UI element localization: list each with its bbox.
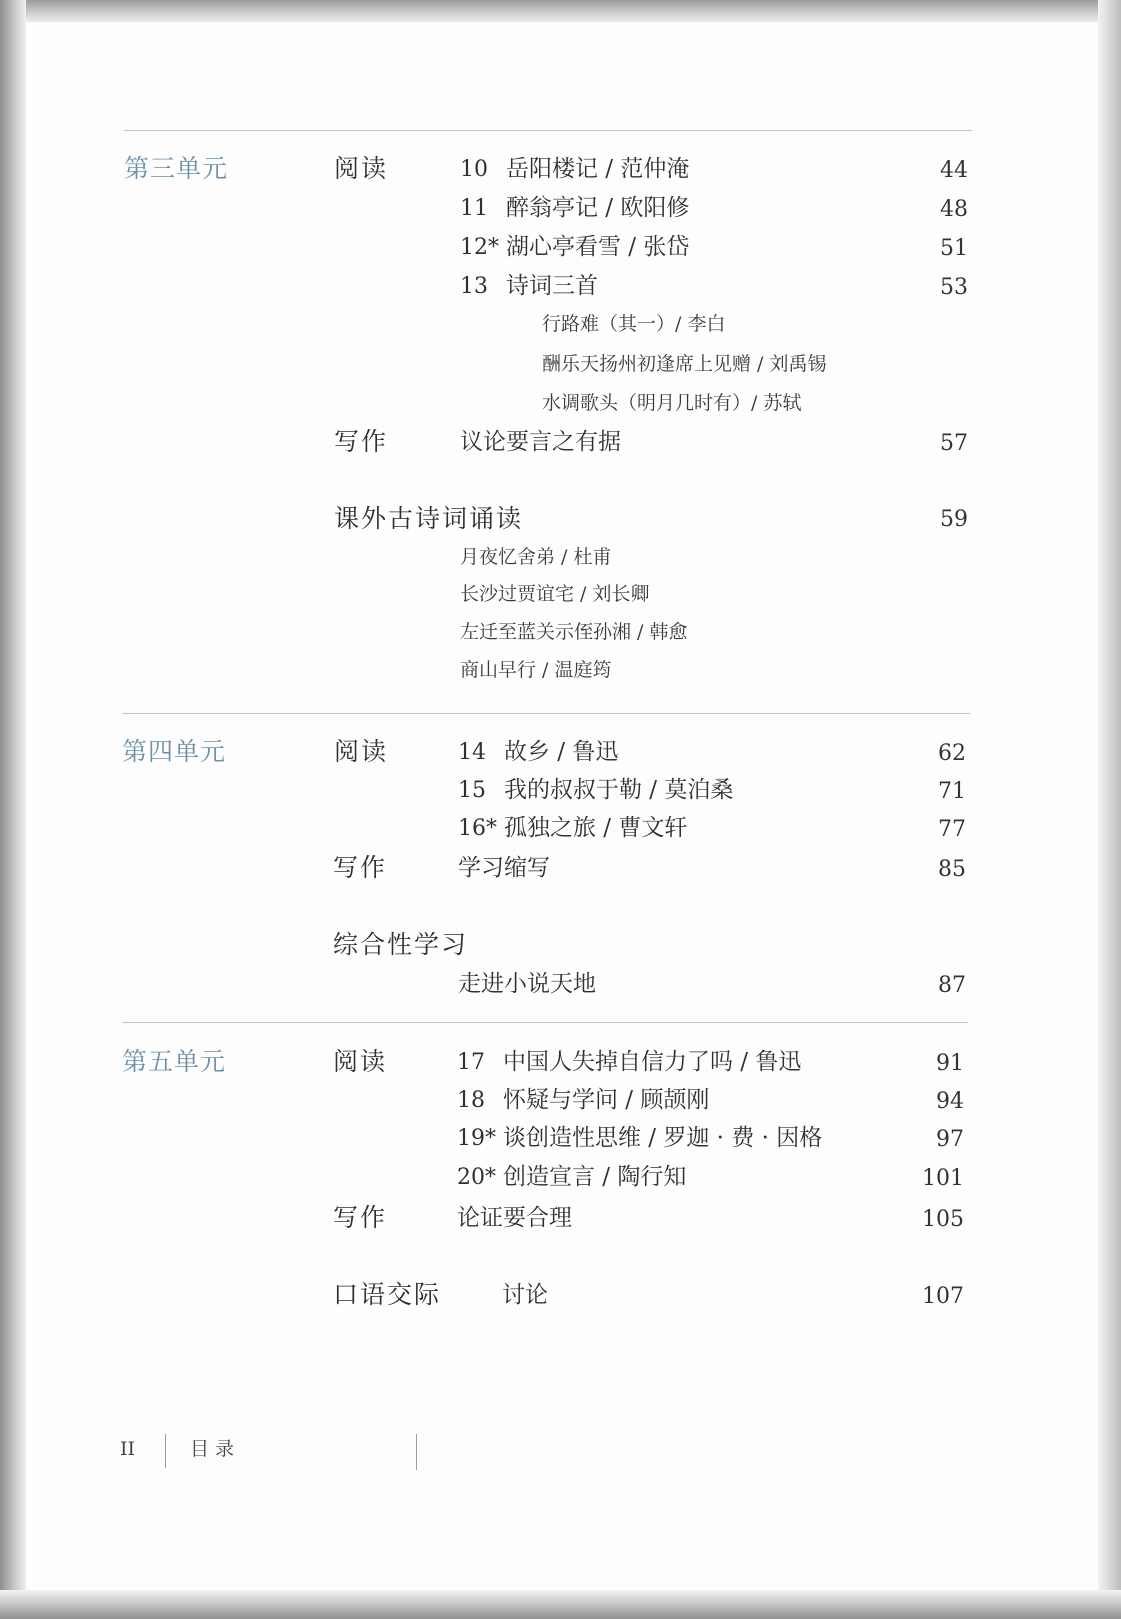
lesson-number: 18: [457, 1088, 485, 1113]
category-oral-communication: 口语交际: [333, 1280, 442, 1309]
lesson-entry[interactable]: [457, 1166, 686, 1189]
lesson-entry[interactable]: [457, 1051, 801, 1074]
category-reading: 阅读: [334, 737, 389, 766]
lesson-title: 谈创造性思维 / 罗迦 · 费 · 因格: [503, 1125, 823, 1151]
lesson-entry[interactable]: [458, 817, 687, 840]
section-divider: [122, 1022, 968, 1023]
lesson-title: 创造宣言 / 陶行知: [503, 1164, 687, 1190]
page-number: 97: [936, 1127, 964, 1152]
footer-label: 目录: [190, 1438, 241, 1460]
footer-divider: [416, 1434, 417, 1470]
category-writing: 写作: [333, 1203, 388, 1232]
poem-entry[interactable]: 酬乐天扬州初逢席上见赠 / 刘禹锡: [542, 353, 827, 375]
lesson-entry[interactable]: [460, 236, 689, 259]
category-reading: 阅读: [334, 154, 389, 183]
page-number: 85: [938, 857, 966, 882]
lesson-title: 诗词三首: [506, 273, 598, 299]
lesson-entry[interactable]: [460, 158, 689, 181]
scan-edge-top: [0, 0, 1121, 22]
category-integrated-learning: 综合性学习: [333, 930, 469, 959]
page-number: 51: [940, 236, 968, 261]
lesson-number: 14: [458, 740, 486, 765]
lesson-title: 中国人失掉自信力了吗 / 鲁迅: [503, 1049, 802, 1075]
footer-page-number: II: [120, 1438, 136, 1460]
lesson-number: 20*: [457, 1165, 496, 1190]
category-writing: 写作: [333, 853, 388, 882]
page-number: 105: [922, 1207, 964, 1232]
writing-entry[interactable]: 论证要合理: [457, 1205, 572, 1231]
lesson-number: 16*: [458, 816, 497, 841]
scan-edge-bottom: [0, 1590, 1121, 1619]
lesson-number: 12*: [460, 235, 499, 260]
page-number: 62: [938, 741, 966, 766]
lesson-number: 15: [458, 778, 486, 803]
page-number: 107: [922, 1284, 964, 1309]
lesson-title: 醉翁亭记 / 欧阳修: [506, 195, 690, 221]
page-number: 57: [940, 431, 968, 456]
poem-entry[interactable]: 月夜忆舍弟 / 杜甫: [460, 546, 612, 568]
lesson-number: 17: [457, 1050, 485, 1075]
page-number: 53: [940, 275, 968, 300]
oral-communication-entry[interactable]: 讨论: [502, 1282, 548, 1308]
poem-entry[interactable]: 行路难（其一）/ 李白: [542, 313, 726, 335]
page-number: 48: [940, 197, 968, 222]
lesson-entry[interactable]: [457, 1089, 709, 1112]
page-number: 44: [940, 158, 968, 183]
writing-entry[interactable]: 学习缩写: [458, 855, 550, 881]
unit-title: 第五单元: [122, 1047, 227, 1076]
poem-entry[interactable]: 商山早行 / 温庭筠: [460, 659, 612, 681]
section-divider: [124, 130, 972, 131]
poem-entry[interactable]: 左迁至蓝关示侄孙湘 / 韩愈: [460, 621, 688, 643]
writing-entry[interactable]: 议论要言之有据: [460, 429, 621, 455]
category-reading: 阅读: [333, 1047, 388, 1076]
lesson-number: 11: [460, 196, 488, 221]
poem-entry[interactable]: 长沙过贾谊宅 / 刘长卿: [460, 583, 650, 605]
lesson-title: 湖心亭看雪 / 张岱: [506, 234, 690, 260]
unit-title: 第四单元: [122, 737, 227, 766]
category-extra-reading: 课外古诗词诵读: [334, 504, 524, 533]
category-writing: 写作: [334, 427, 389, 456]
lesson-title: 我的叔叔于勒 / 莫泊桑: [504, 777, 734, 803]
lesson-entry[interactable]: [458, 779, 733, 802]
lesson-entry[interactable]: [460, 197, 689, 220]
page-number: 94: [936, 1089, 964, 1114]
lesson-entry[interactable]: [460, 275, 598, 298]
page-number: 91: [936, 1051, 964, 1076]
section-divider: [122, 713, 970, 714]
page-number: 59: [940, 507, 968, 532]
page-number: 71: [938, 779, 966, 804]
page-number: 87: [938, 973, 966, 998]
unit-title: 第三单元: [124, 154, 229, 183]
lesson-number: 13: [460, 274, 488, 299]
lesson-title: 故乡 / 鲁迅: [504, 739, 619, 765]
page-number: 77: [938, 817, 966, 842]
page-number: 101: [922, 1166, 964, 1191]
scan-edge-right: [1098, 0, 1121, 1619]
lesson-title: 怀疑与学问 / 顾颉刚: [503, 1087, 710, 1113]
lesson-entry[interactable]: [458, 741, 618, 764]
scan-edge-left: [0, 0, 26, 1619]
footer-divider: [165, 1434, 166, 1468]
lesson-title: 孤独之旅 / 曹文轩: [504, 815, 688, 841]
lesson-title: 岳阳楼记 / 范仲淹: [506, 156, 690, 182]
poem-entry[interactable]: 水调歌头（明月几时有）/ 苏轼: [542, 392, 802, 414]
lesson-number: 10: [460, 157, 488, 182]
lesson-number: 19*: [457, 1126, 496, 1151]
integrated-learning-entry[interactable]: 走进小说天地: [458, 971, 596, 997]
lesson-entry[interactable]: [457, 1127, 822, 1150]
